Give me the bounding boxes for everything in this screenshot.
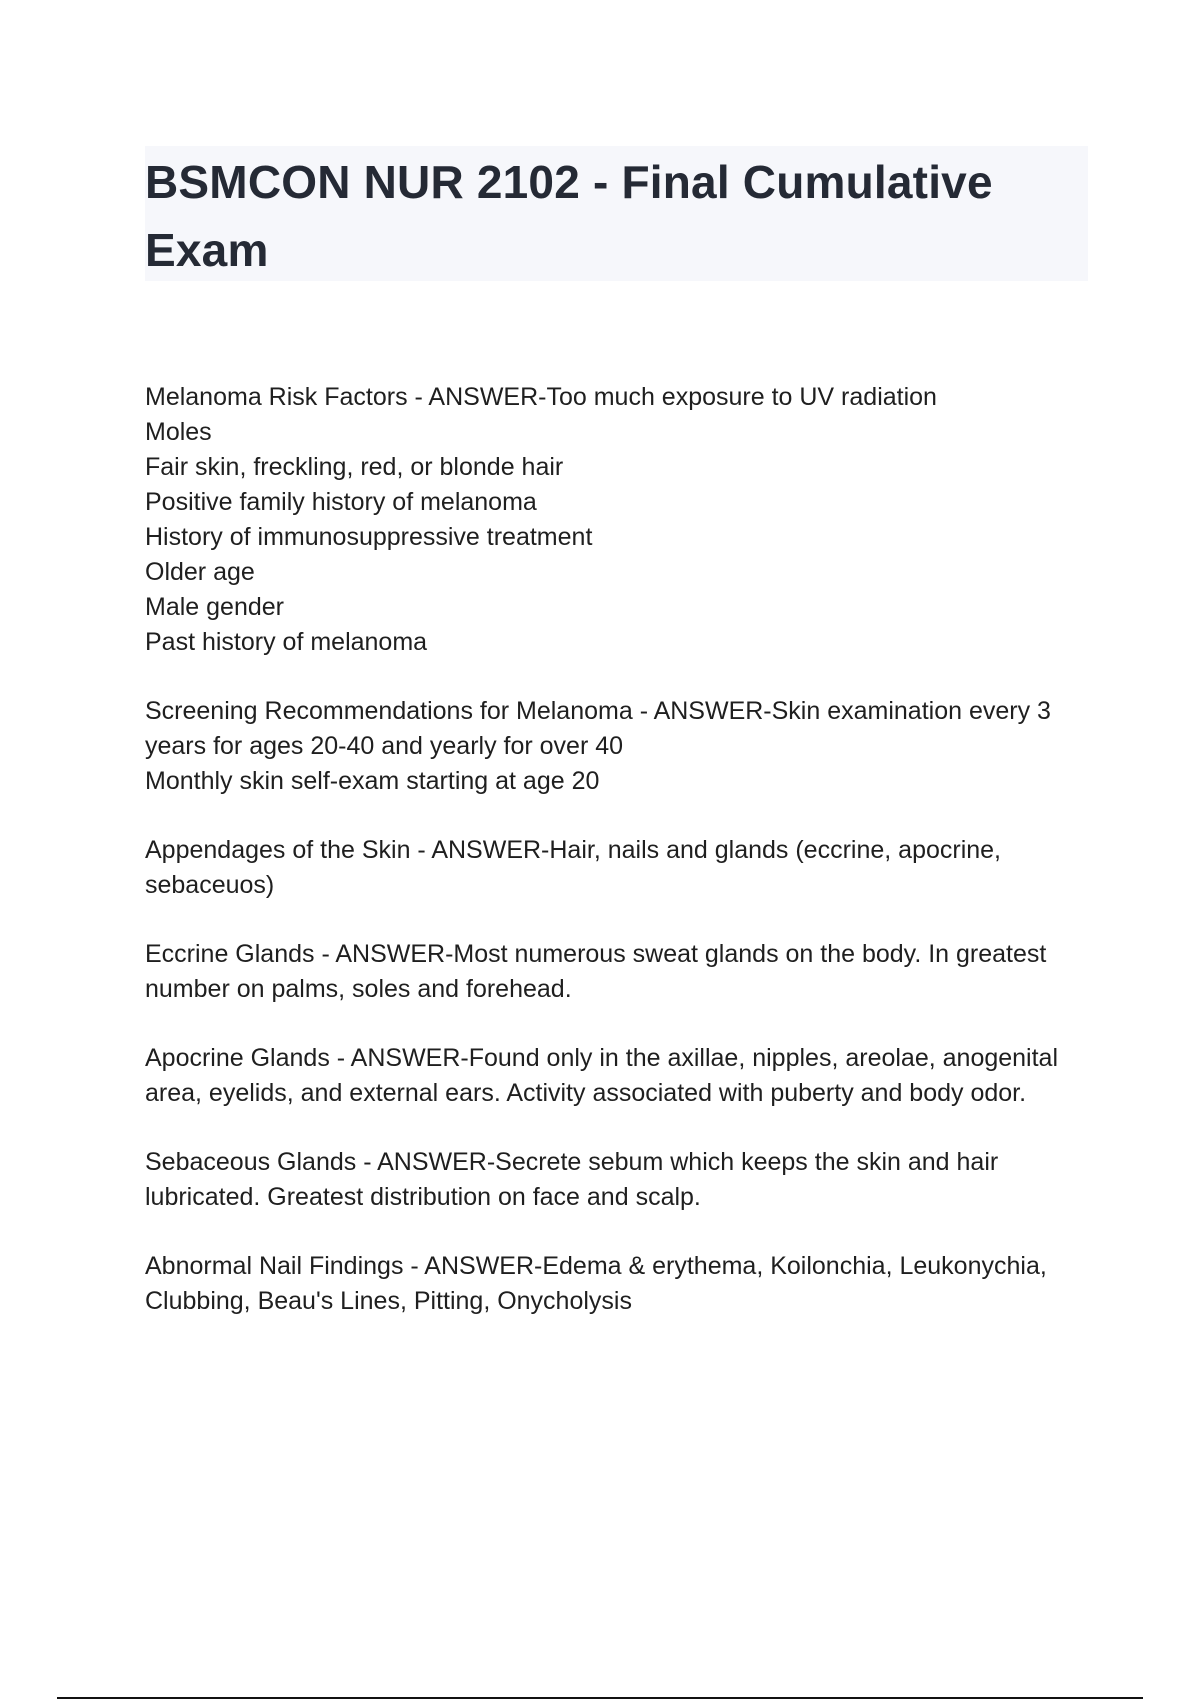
qa-entry (145, 694, 1085, 799)
text-line: Male gender (145, 593, 284, 621)
qa-entry (145, 1249, 1085, 1319)
qa-entry (145, 1145, 1085, 1215)
qa-entry (145, 380, 1085, 660)
document-title: BSMCON NUR 2102 - Final Cumulative Exam (145, 156, 993, 276)
qa-entry (145, 833, 1085, 903)
footer-divider (57, 1697, 1143, 1699)
title-banner (145, 146, 1088, 281)
text-line: Past history of melanoma (145, 628, 428, 656)
qa-entry (145, 937, 1085, 1007)
text-line: Abnormal Nail Findings - ANSWER-Edema & erythema, Koilonchia, Leukonychia, Clubbing, Beau's Lines, Pitting, Onycholysis (145, 1252, 1054, 1315)
text-line: Screening Recommendations for Melanoma - ANSWER-Skin examination every 3 years for ages 20-40 and yearly for over 40 (145, 697, 1058, 760)
text-line: Fair skin, freckling, red, or blonde hair (145, 453, 564, 481)
text-line: Apocrine Glands - ANSWER-Found only in the axillae, nipples, areolae, anogenital area, eyelids, and external ears. Activity associated with puberty and body odor. (145, 1044, 1065, 1107)
text-line: Moles (145, 418, 212, 446)
text-line: Positive family history of melanoma (145, 488, 537, 516)
text-line: Appendages of the Skin - ANSWER-Hair, nails and glands (eccrine, apocrine, sebaceuos) (145, 836, 1008, 899)
text-line: Monthly skin self-exam starting at age 20 (145, 767, 600, 795)
qa-entry (145, 1041, 1085, 1111)
text-line: Sebaceous Glands - ANSWER-Secrete sebum which keeps the skin and hair lubricated. Greatest distribution on face and scalp. (145, 1148, 1006, 1211)
text-line: Melanoma Risk Factors - ANSWER-Too much exposure to UV radiation (145, 383, 937, 411)
text-line: History of immunosuppressive treatment (145, 523, 593, 551)
document-body (145, 380, 1085, 1353)
text-line: Eccrine Glands - ANSWER-Most numerous sweat glands on the body. In greatest number on palms, soles and forehead. (145, 940, 1054, 1003)
text-line: Older age (145, 558, 255, 586)
